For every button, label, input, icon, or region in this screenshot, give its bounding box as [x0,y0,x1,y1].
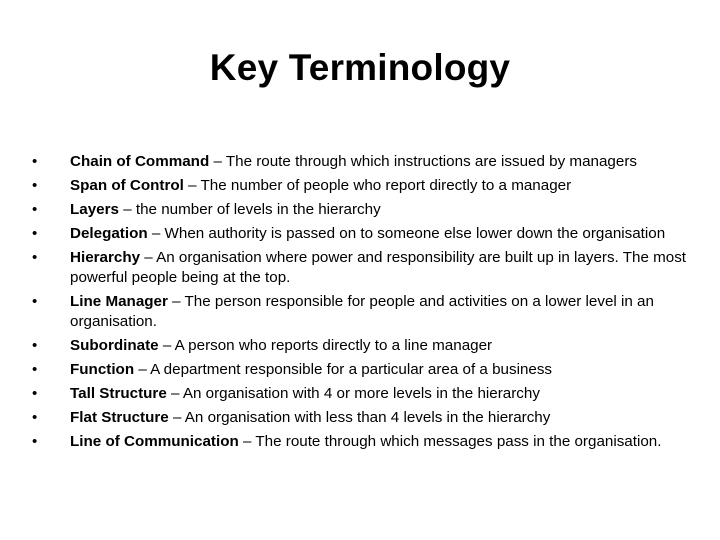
bullet-icon: • [32,385,38,402]
term-label: Line of Communication [70,433,239,450]
term-separator: – [183,177,201,194]
bullet-icon: • [32,225,38,242]
term-definition: The route through which messages pass in the organisation. [255,433,662,450]
term-label: Chain of Command [70,153,210,170]
terminology-list [32,152,692,452]
term-definition: A department responsible for a particular area of a business [150,361,553,378]
term-separator: – [140,249,157,266]
bullet-icon: • [32,293,38,310]
list-item [32,384,692,404]
term-definition: An organisation with 4 or more levels in the hierarchy [182,385,540,402]
list-item [32,200,692,220]
term-separator: – [158,337,175,354]
list-item [32,292,692,332]
term-separator: – [134,361,151,378]
term-definition: The number of people who report directly to a manager [200,177,572,194]
term-separator: – [167,293,185,310]
term-definition: The person responsible for people and activities on a lower level in an organisation. [70,293,654,330]
list-item [32,152,692,172]
term-definition: An organisation where power and responsibility are built up in layers. The most powerful people being at the top. [70,249,687,286]
bullet-icon: • [32,249,38,266]
term-separator: – [166,385,183,402]
term-label: Delegation [70,225,148,242]
term-definition: The route through which instructions are issued by managers [225,153,637,170]
term-label: Layers [70,201,119,218]
term-label: Subordinate [70,337,159,354]
term-label: Span of Control [70,177,184,194]
term-separator: – [238,433,256,450]
list-item [32,224,692,244]
bullet-icon: • [32,201,38,218]
bullet-icon: • [32,361,38,378]
term-label: Line Manager [70,293,168,310]
term-label: Function [70,361,135,378]
list-item [32,360,692,380]
term-separator: – [168,409,185,426]
term-separator: – [147,225,165,242]
bullet-icon: • [32,409,38,426]
list-item [32,176,692,196]
term-separator: – [118,201,136,218]
term-separator: – [209,153,226,170]
bullet-icon: • [32,433,38,450]
bullet-icon: • [32,337,38,354]
term-definition: When authority is passed on to someone else lower down the organisation [164,225,666,242]
term-label: Tall Structure [70,385,167,402]
list-item [32,248,692,288]
list-item [32,336,692,356]
term-definition: the number of levels in the hierarchy [135,201,381,218]
term-label: Flat Structure [70,409,169,426]
bullet-icon: • [32,177,38,194]
bullet-icon: • [32,153,38,170]
list-item [32,408,692,428]
term-definition: An organisation with less than 4 levels in the hierarchy [184,409,551,426]
list-item [32,432,692,452]
term-label: Hierarchy [70,249,141,266]
slide-title: Key Terminology [209,47,511,88]
term-definition: A person who reports directly to a line manager [174,337,493,354]
